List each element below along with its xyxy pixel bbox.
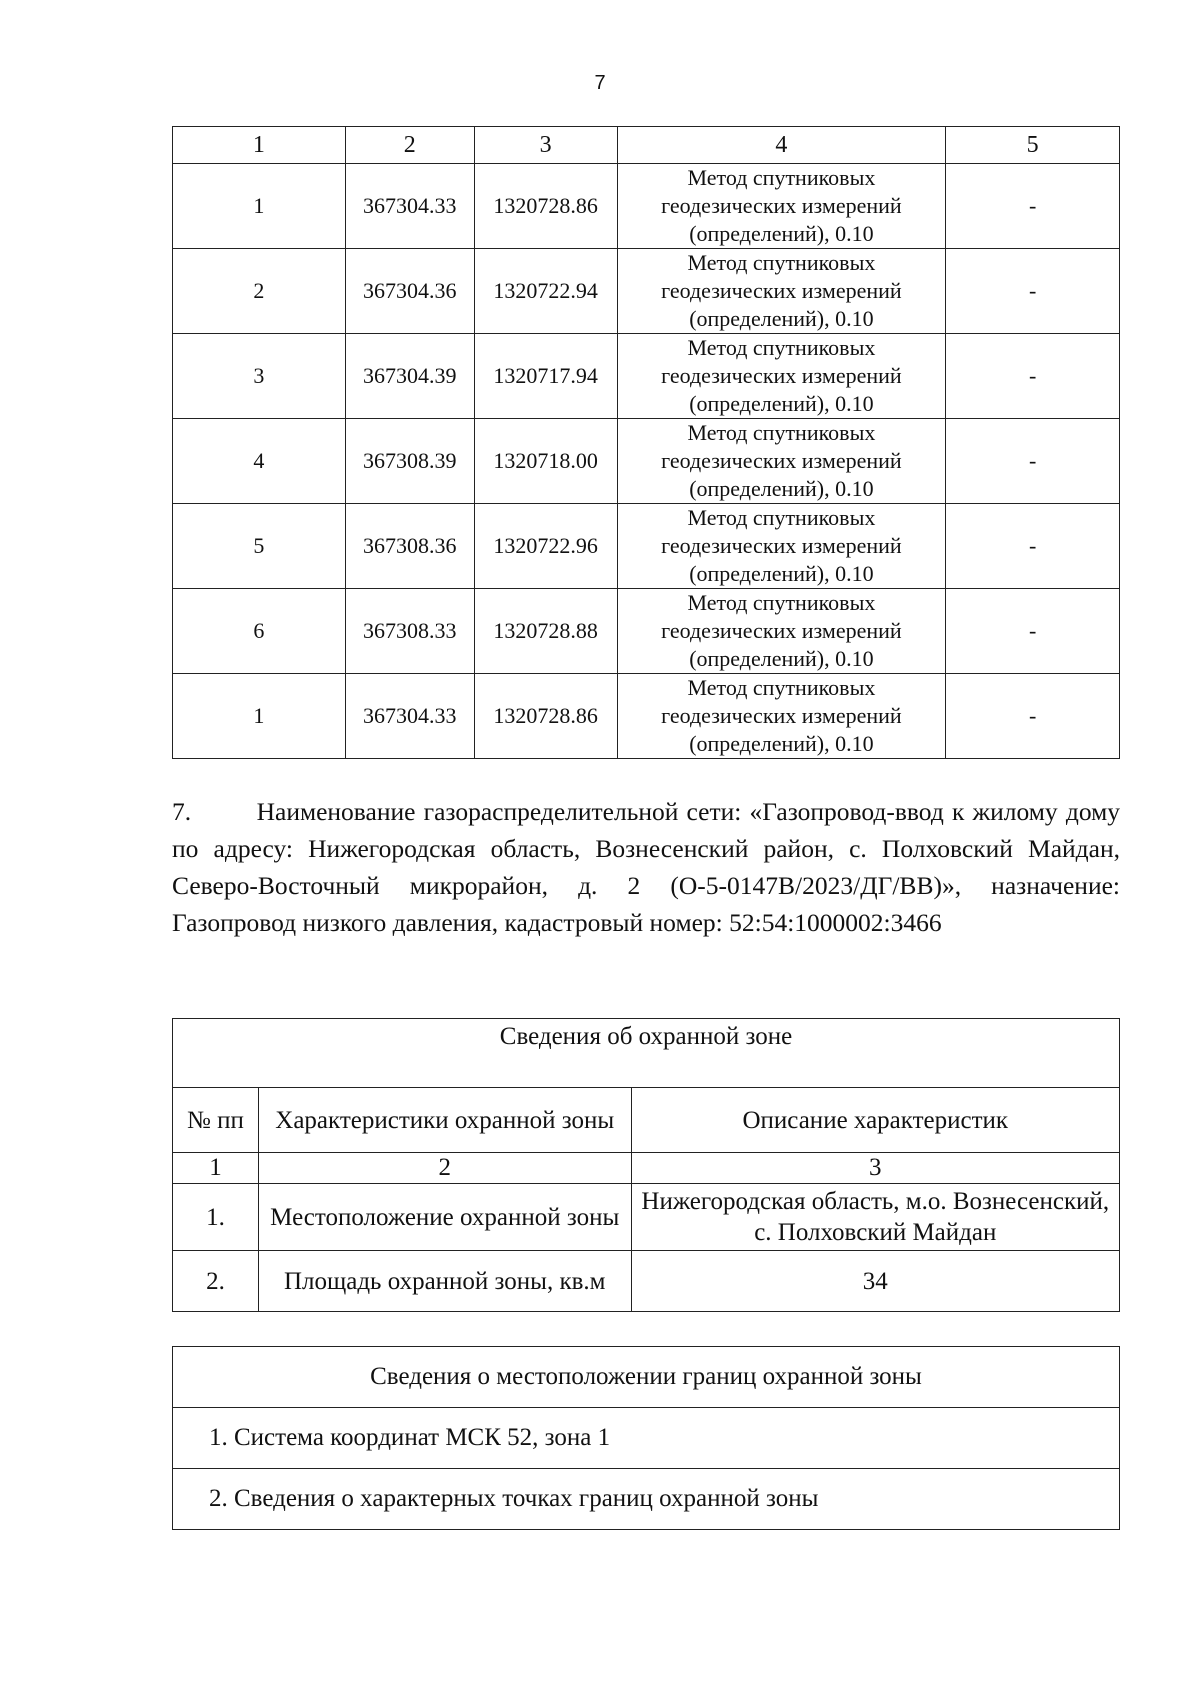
extra-cell: - [946, 164, 1120, 249]
extra-cell: - [946, 419, 1120, 504]
page-number: 7 [594, 72, 606, 94]
extra-cell: - [946, 334, 1120, 419]
point-number-cell: 4 [173, 419, 346, 504]
method-line: (определений), 0.10 [689, 731, 874, 756]
x-coordinate-cell: 367304.33 [345, 164, 474, 249]
zone-table-title: Сведения об охранной зоне [173, 1019, 1120, 1088]
point-number-cell: 6 [173, 589, 346, 674]
header-cell: 3 [474, 127, 617, 164]
column-number: 3 [631, 1153, 1119, 1184]
method-line: геодезических измерений [661, 278, 902, 303]
header-cell: 4 [617, 127, 946, 164]
coordinate-system-item: 1. Система координат МСК 52, зона 1 [173, 1408, 1120, 1469]
y-coordinate-cell: 1320718.00 [474, 419, 617, 504]
column-number: 2 [258, 1153, 631, 1184]
y-coordinate-cell: 1320722.94 [474, 249, 617, 334]
method-line: геодезических измерений [661, 703, 902, 728]
x-coordinate-cell: 367304.33 [345, 674, 474, 759]
method-line: геодезических измерений [661, 193, 902, 218]
extra-cell: - [946, 504, 1120, 589]
boundaries-table-title: Сведения о местоположении границ охранной зоны [173, 1347, 1120, 1408]
method-line: (определений), 0.10 [689, 561, 874, 586]
point-number-cell: 3 [173, 334, 346, 419]
table-row [173, 249, 1120, 334]
table-row [173, 334, 1120, 419]
method-line: Метод спутниковых [687, 165, 876, 190]
table-row [173, 1251, 1120, 1312]
method-line: Метод спутниковых [687, 250, 876, 275]
method-line: Метод спутниковых [687, 590, 876, 615]
x-coordinate-cell: 367304.36 [345, 249, 474, 334]
coordinates-header-row [173, 127, 1120, 164]
method-line: (определений), 0.10 [689, 476, 874, 501]
method-line: (определений), 0.10 [689, 646, 874, 671]
y-coordinate-cell: 1320728.86 [474, 164, 617, 249]
point-number-cell: 1 [173, 674, 346, 759]
method-line: Метод спутниковых [687, 675, 876, 700]
point-number-cell: 5 [173, 504, 346, 589]
method-line: (определений), 0.10 [689, 391, 874, 416]
method-cell [617, 164, 946, 249]
point-number-cell: 1 [173, 164, 346, 249]
method-line: геодезических измерений [661, 363, 902, 388]
point-number-cell: 2 [173, 249, 346, 334]
x-coordinate-cell: 367304.39 [345, 334, 474, 419]
characteristic-cell: Площадь охранной зоны, кв.м [258, 1251, 631, 1312]
characteristic-cell: Местоположение охранной зоны [258, 1184, 631, 1251]
method-line: геодезических измерений [661, 533, 902, 558]
description-cell: 34 [631, 1251, 1119, 1312]
zone-info-table [172, 1018, 1120, 1312]
table-row [173, 674, 1120, 759]
method-line: геодезических измерений [661, 618, 902, 643]
y-coordinate-cell: 1320728.88 [474, 589, 617, 674]
extra-cell: - [946, 589, 1120, 674]
boundary-points-item: 2. Сведения о характерных точках границ охранной зоны [173, 1469, 1120, 1530]
method-line: Метод спутниковых [687, 335, 876, 360]
x-coordinate-cell: 367308.36 [345, 504, 474, 589]
method-line: Метод спутниковых [687, 420, 876, 445]
method-line: (определений), 0.10 [689, 221, 874, 246]
method-cell [617, 589, 946, 674]
method-line: (определений), 0.10 [689, 306, 874, 331]
method-cell [617, 249, 946, 334]
row-number: 1. [173, 1184, 259, 1251]
y-coordinate-cell: 1320728.86 [474, 674, 617, 759]
description-cell: Нижегородская область, м.о. Вознесенский, с. Полховский Майдан [631, 1184, 1119, 1251]
method-line: геодезических измерений [661, 448, 902, 473]
table-row [173, 164, 1120, 249]
row-number: 2. [173, 1251, 259, 1312]
header-cell: 5 [946, 127, 1120, 164]
column-header-characteristics: Характеристики охранной зоны [258, 1088, 631, 1153]
column-number: 1 [173, 1153, 259, 1184]
extra-cell: - [946, 674, 1120, 759]
section-paragraph: 7. Наименование газораспределительной сети: «Газопровод-ввод к жилому дому по адресу: Нижегородская область, Вознесенский район, с. Полховский Майдан, Северо-Восточный микрорайон, д. 2 (О-5-0147В/2023/ДГ/ВВ)», назначение: Газопровод низкого давления, кадастровый номер: 52:54:1000002:3466 [172, 797, 1120, 937]
table-row [173, 504, 1120, 589]
y-coordinate-cell: 1320722.96 [474, 504, 617, 589]
method-cell [617, 674, 946, 759]
table-row [173, 1184, 1120, 1251]
header-cell: 1 [173, 127, 346, 164]
column-header-description: Описание характеристик [631, 1088, 1119, 1153]
table-row [173, 419, 1120, 504]
header-cell: 2 [345, 127, 474, 164]
column-header-number: № пп [173, 1088, 259, 1153]
table-row [173, 589, 1120, 674]
extra-cell: - [946, 249, 1120, 334]
x-coordinate-cell: 367308.39 [345, 419, 474, 504]
x-coordinate-cell: 367308.33 [345, 589, 474, 674]
coordinates-table [172, 126, 1120, 759]
method-cell [617, 504, 946, 589]
y-coordinate-cell: 1320717.94 [474, 334, 617, 419]
method-cell [617, 334, 946, 419]
method-cell [617, 419, 946, 504]
method-line: Метод спутниковых [687, 505, 876, 530]
boundaries-table [172, 1346, 1120, 1530]
